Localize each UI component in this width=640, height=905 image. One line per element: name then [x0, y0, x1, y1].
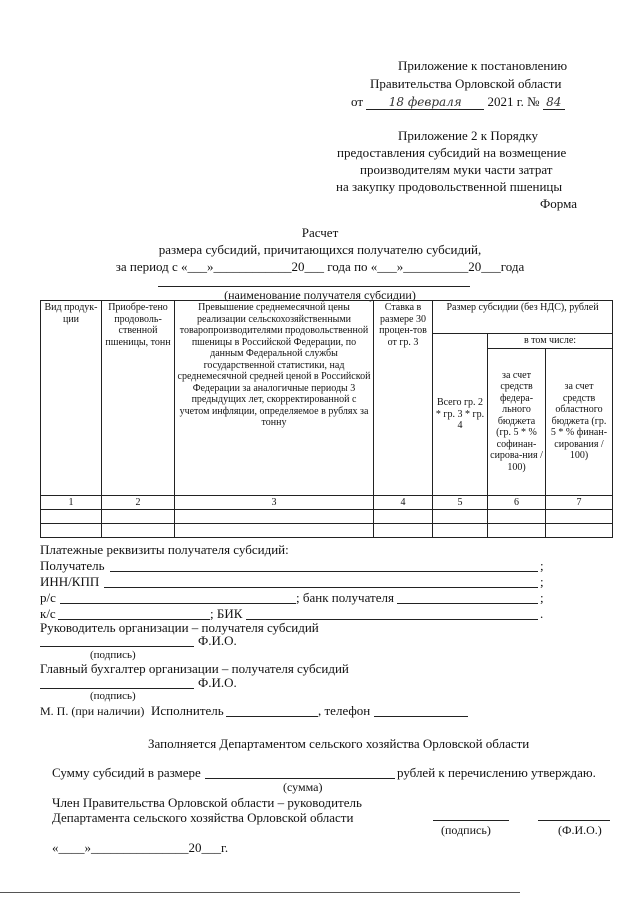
- bank-field-line[interactable]: [397, 603, 538, 604]
- department-fio-line[interactable]: [538, 820, 610, 821]
- handwritten-date: 18 февраля: [366, 95, 484, 110]
- accountant-fio: Ф.И.О.: [198, 675, 237, 690]
- col-number-7: 7: [546, 495, 613, 510]
- header2-line1: Приложение 2 к Порядку: [398, 128, 538, 143]
- col-header-subsidy-group: Размер субсидии (без НДС), рублей: [433, 301, 613, 334]
- col-number-2: 2: [102, 495, 175, 510]
- phone-field-line[interactable]: [374, 716, 468, 717]
- table-row: [41, 510, 613, 524]
- requisites-title: Платежные реквизиты получателя субсидий:: [40, 542, 289, 557]
- page-edge-line: [0, 892, 520, 893]
- col-header-total: Всего гр. 2 * гр. 3 * гр. 4: [433, 334, 488, 496]
- col-header-including: в том числе:: [488, 334, 613, 349]
- col-header-regional: за счет средств областного бюджета (гр. 5 * % финан-сирования / 100): [546, 348, 613, 495]
- col-number-3: 3: [175, 495, 374, 510]
- col-number-6: 6: [488, 495, 546, 510]
- rs-field-line[interactable]: [60, 603, 296, 604]
- column-numbers-row: [41, 495, 613, 510]
- title-period: за период с «___»____________20___ года по «___»__________20___года: [115, 259, 525, 274]
- accountant-sign-caption: (подпись): [90, 690, 136, 702]
- department-date-line: «____»_______________20___г.: [52, 840, 229, 855]
- recipient-caption: (наименование получателя субсидии): [224, 288, 416, 302]
- col-header-price-excess: Превышение среднемесячной цены реализации сельскохозяйственными товаропроизводителями продовольственной пшеницы в Российской Федерации, по данным Федеральной службы государственной статистики, над среднемесячной средней ценой в Российской Федерации за аналогичные периоды 3 предыдущих лет, скорректированной с учетом инфляции, определяемое в рублях за тонну: [175, 301, 374, 496]
- title-line1: Расчет: [301, 225, 339, 240]
- title-line2: размера субсидий, причитающихся получателю субсидий,: [158, 242, 482, 257]
- subsidy-table: [40, 300, 613, 538]
- col-number-1: 1: [41, 495, 102, 510]
- inn-field-line[interactable]: [104, 587, 538, 588]
- department-fio-caption: (Ф.И.О.): [558, 823, 602, 837]
- amount-suffix: рублей к перечислению утверждаю.: [397, 765, 596, 780]
- year-number-label: 2021 г. №: [487, 94, 540, 109]
- header1-line2: Правительства Орловской области: [370, 76, 562, 91]
- semicolon: ;: [540, 574, 544, 589]
- department-filled-by: Заполняется Департаментом сельского хозяйства Орловской области: [148, 736, 530, 751]
- dot: .: [540, 606, 544, 621]
- member-line2: Департамента сельского хозяйства Орловской области: [52, 810, 354, 825]
- inn-label: ИНН/КПП: [40, 574, 100, 589]
- header1-line1: Приложение к постановлению: [398, 58, 568, 73]
- header2-line3: производителям муки части затрат: [360, 162, 553, 177]
- header2-line4: на закупку продовольственной пшеницы: [336, 179, 563, 194]
- head-fio: Ф.И.О.: [198, 633, 237, 648]
- semicolon: ;: [540, 558, 544, 573]
- recipient-field-line[interactable]: [110, 571, 538, 572]
- col-number-4: 4: [374, 495, 433, 510]
- sum-caption: (сумма): [283, 780, 323, 794]
- recipient-label: Получатель: [40, 558, 105, 573]
- col-header-product-type: Вид продук-ции: [41, 301, 102, 496]
- table-row: [41, 524, 613, 538]
- head-sign-caption: (подпись): [90, 649, 136, 661]
- handwritten-number: 84: [543, 95, 565, 110]
- member-line1: Член Правительства Орловской области – руководитель: [52, 795, 362, 810]
- accountant-signature-title: Главный бухгалтер организации – получателя субсидий: [40, 661, 349, 676]
- form-label: Форма: [540, 196, 577, 211]
- mp-label: М. П. (при наличии): [40, 704, 145, 718]
- recipient-name-line: [158, 286, 470, 287]
- amount-prefix: Сумму субсидий в размере: [52, 765, 201, 780]
- bank-label: ; банк получателя: [296, 590, 394, 605]
- department-signature-line[interactable]: [433, 820, 509, 821]
- executor-label: Исполнитель: [151, 703, 224, 718]
- header2-line2: предоставления субсидий на возмещение: [337, 145, 567, 160]
- col-header-rate: Ставка в размере 30 процен-тов от гр. 3: [374, 301, 433, 496]
- phone-label: , телефон: [318, 703, 371, 718]
- accountant-signature-line[interactable]: [40, 688, 194, 689]
- rs-label: р/с: [40, 590, 56, 605]
- from-label: от: [351, 94, 364, 109]
- semicolon: ;: [540, 590, 544, 605]
- header1-date-row: [351, 94, 565, 110]
- department-sign-caption: (подпись): [441, 823, 491, 837]
- col-header-federal: за счет средств федера-льного бюджета (гр. 5 * % софинан-сирова-ния / 100): [488, 348, 546, 495]
- col-number-5: 5: [433, 495, 488, 510]
- head-signature-title: Руководитель организации – получателя субсидий: [40, 620, 319, 635]
- amount-field-line[interactable]: [205, 778, 395, 779]
- executor-field-line[interactable]: [226, 716, 318, 717]
- ks-label: к/с: [40, 606, 56, 621]
- bik-label: ; БИК: [210, 606, 243, 621]
- head-signature-line[interactable]: [40, 646, 194, 647]
- col-header-wheat-purchased: Приобре-тено продоволь-ственной пшеницы, тонн: [102, 301, 175, 496]
